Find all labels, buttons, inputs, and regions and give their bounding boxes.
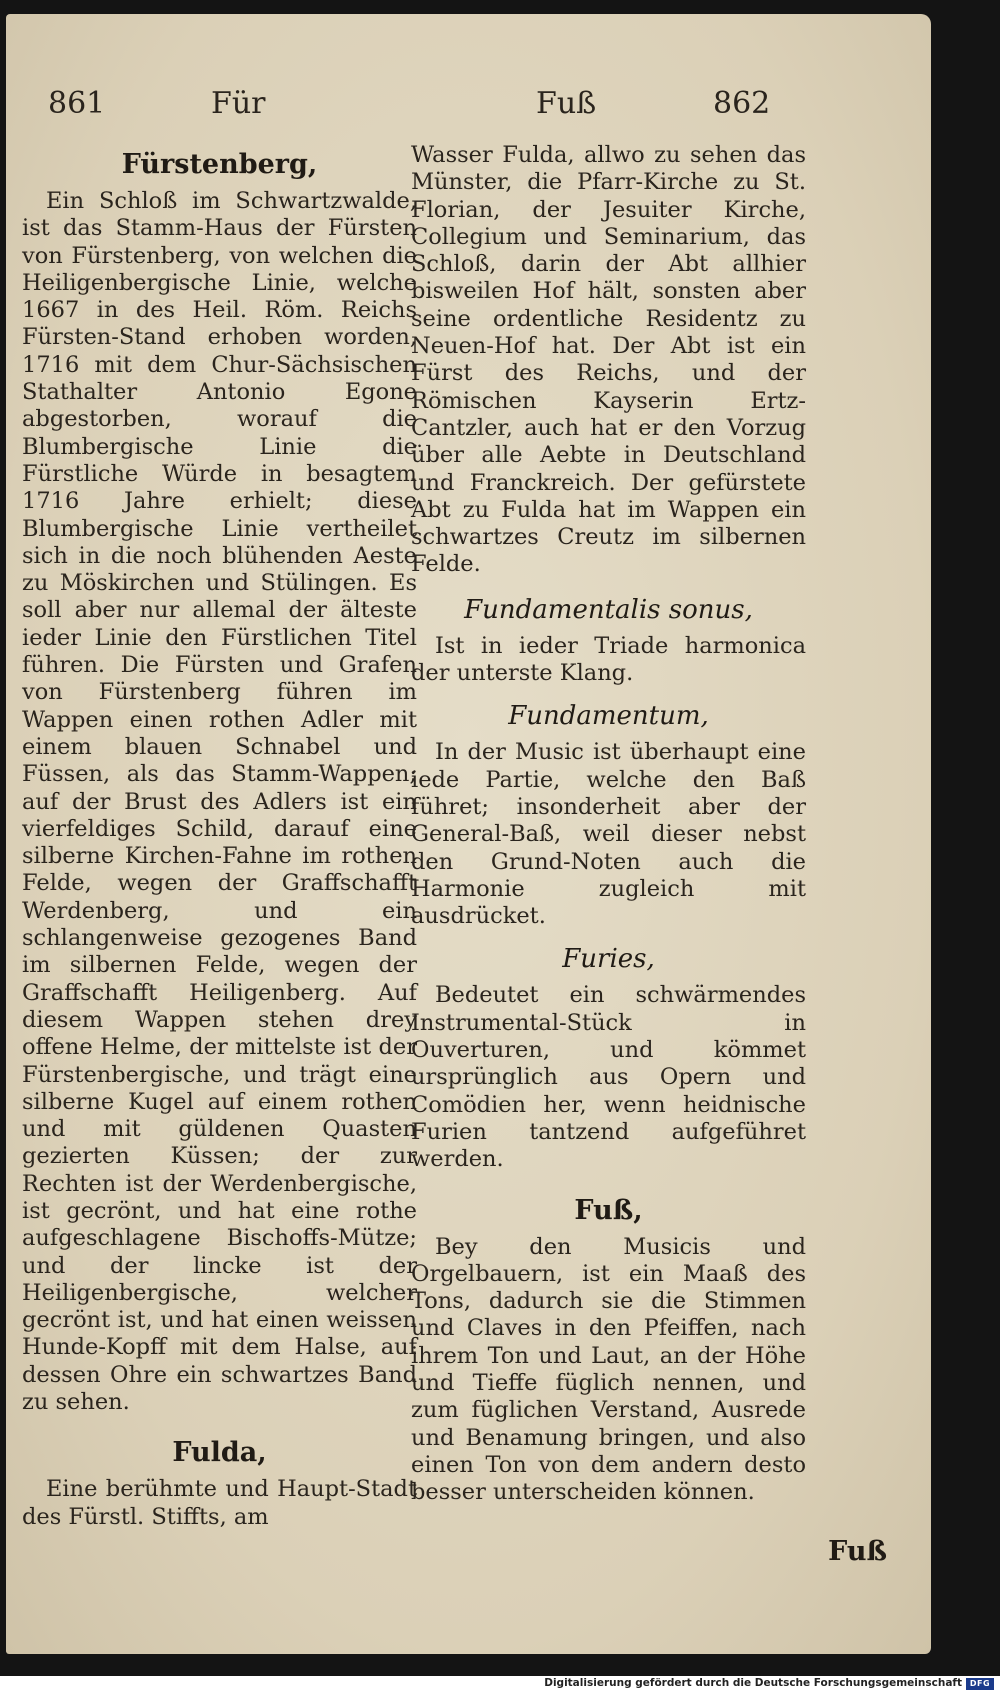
right-column: [411, 142, 806, 1506]
right-page-number: 862: [713, 86, 771, 121]
entry-text-fulda: Eine berühmte und Haupt-Stadt des Fürstl. Stiffts, am: [22, 1476, 417, 1530]
entry-title-fuerstenberg: Fürstenberg,: [121, 149, 318, 180]
entry-title-fundamentalis-sonus: Fundamentalis sonus,: [464, 594, 753, 625]
entry-title-fundamentum: Fundamentum,: [508, 701, 709, 732]
entry-text-fuerstenberg: Ein Schloß im Schwartzwalde, ist das Stamm-Haus der Fürsten von Fürstenberg, von welchen die Heiligenbergische Linie, welche 1667 in des Heil. Röm. Reichs Fürsten-Stand erhoben worden, 1716 mit dem Chur-Sächsischen Stathalter Antonio Egone abgestorben, worauf die Blumbergische Linie die Fürstliche Würde in besagtem 1716 Jahre erhielt; diese Blumbergische Linie vertheilet sich in die noch blühenden Aeste zu Möskirchen und Stülingen. Es soll aber nur allemal der älteste ieder Linie den Fürstlichen Titel führen. Die Fürsten und Grafen von Fürstenberg führen im Wappen einen rothen Adler mit einem blauen Schnabel und Füssen, als das Stamm-Wappen; auf der Brust des Adlers ist ein vierfeldiges Schild, darauf eine silberne Kirchen-Fahne im rothen Felde, wegen der Graffschafft Werdenberg, und ein schlangenweise gezogenes Band im silbernen Felde, wegen der Graffschafft Heiligenberg. Auf diesem Wappen stehen drey offene Helme, der mittelste ist der Fürstenbergische, und trägt eine silberne Kugel auf einem rothen und mit güldenen Quasten gezierten Küssen; der zur Rechten ist der Werdenbergische, ist gecrönt, und hat eine rothe aufgeschlagene Bischoffs-Mütze; und der lincke ist der Heiligenbergische, welcher gecrönt ist, und hat einen weissen Hunde-Kopff mit dem Halse, auf dessen Ohre ein schwartzes Band zu sehen.: [22, 188, 417, 1416]
left-running-head: Für: [211, 86, 266, 121]
left-column: [22, 142, 417, 1531]
entry-title-furies: Furies,: [562, 944, 655, 975]
entry-title-fuss: Fuß,: [574, 1194, 643, 1226]
entry-text-furies: Bedeutet ein schwärmendes Instrumental-Stück in Ouverturen, und kömmet ursprünglich aus Opern und Comödien her, wenn heidnische Furien tantzend aufgeführet werden.: [411, 982, 806, 1173]
entry-title-fulda: Fulda,: [172, 1437, 267, 1469]
entry-text-fundamentum: In der Music ist überhaupt eine iede Partie, welche den Baß führet; insonderheit aber der General-Baß, weil dieser nebst den Grund-Noten auch die Harmonie zugleich mit ausdrücket.: [411, 739, 806, 930]
entry-text-fundamentalis-sonus: Ist in ieder Triade harmonica der unterste Klang.: [411, 632, 806, 687]
catchword: Fuß: [828, 1536, 887, 1567]
right-running-head: Fuß: [536, 86, 597, 121]
dfg-logo: DFG: [966, 1678, 994, 1690]
entry-text-fuss: Bey den Musicis und Orgelbauern, ist ein Maaß des Tons, dadurch sie die Stimmen und Claves in den Pfeiffen, nach ihrem Ton und Laut, an der Höhe und Tieffe füglich nennen, und zum füglichen Verstand, Ausrede und Benamung bringen, und also einen Ton von dem andern desto besser unterscheiden können.: [411, 1233, 806, 1506]
entry-text-fulda-continued: Wasser Fulda, allwo zu sehen das Münster, die Pfarr-Kirche zu St. Florian, der Jesuiter Kirche, Collegium und Seminarium, das Schloß, darin der Abt allhier bisweilen Hof hält, sonsten aber seine ordentliche Residentz zu Neuen-Hof hat. Der Abt ist ein Fürst des Reichs, und der Römischen Kayserin Ertz-Cantzler, auch hat er den Vorzug über alle Aebte in Deutschland und Franckreich. Der gefürstete Abt zu Fulda hat im Wappen ein schwartzes Creutz im silbernen Felde.: [411, 142, 806, 578]
book-page: [6, 14, 931, 1654]
left-page-number: 861: [48, 86, 106, 121]
digitization-credit: Digitalisierung gefördert durch die Deutsche Forschungsgemeinschaft: [544, 1677, 962, 1689]
